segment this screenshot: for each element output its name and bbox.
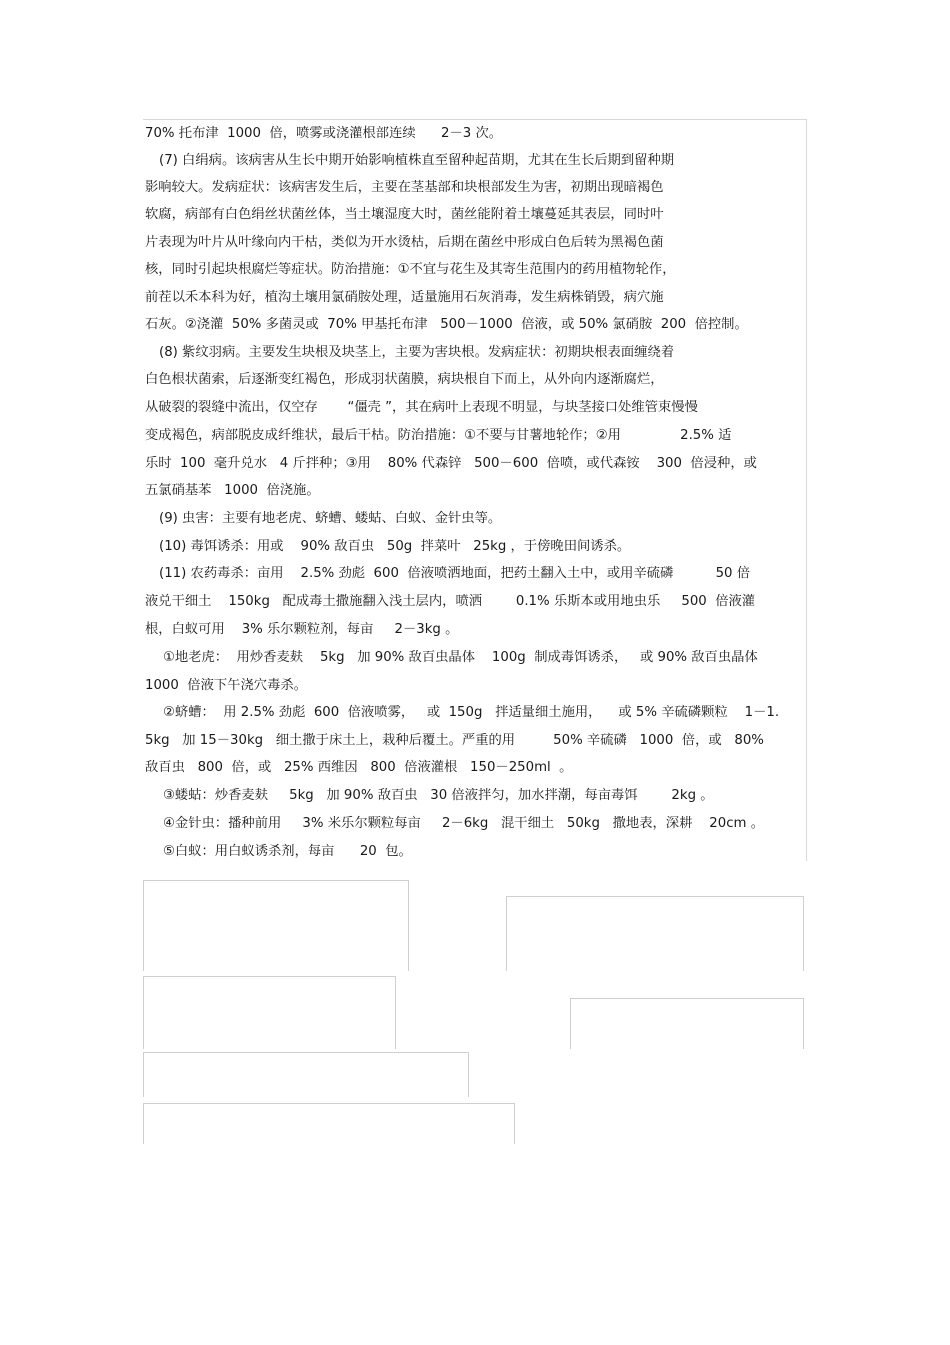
text-line: 前茬以禾本科为好，植沟土壤用氯硝胺处理，适量施用石灰消毒，发生病株销毁，病穴施 (145, 290, 664, 305)
text-line: 液兑干细土 150kg 配成毒土撒施翻入浅土层内，喷洒 0.1% 乐斯本或用地虫乐 500 倍液灌 (145, 594, 756, 609)
text-line: ②蛴螬： 用 2.5% 劲彪 600 倍液喷雾， 或 150g 拌适量细土施用， 或 5% 辛硫磷颗粒 1－1. (163, 705, 780, 720)
text-line: 影响较大。发病症状：该病害发生后，主要在茎基部和块根部发生为害，初期出现暗褐色 (145, 180, 664, 195)
text-line: 5kg 加 15－30kg 细土撒于床土上，栽种后覆土。严重的用 50% 辛硫磷 1000 倍，或 80% (145, 733, 764, 748)
text-line: (8) 紫纹羽病。主要发生块根及块茎上，主要为害块根。发病症状：初期块根表面缠绕着 (159, 345, 675, 360)
text-line: 变成褐色，病部脱皮成纤维状，最后干枯。防治措施：①不要与甘薯地轮作；②用 2.5% 适 (145, 428, 732, 443)
text-line: 核，同时引起块根腐烂等症状。防治措施：①不宜与花生及其寄生范围内的药用植物轮作， (145, 262, 676, 277)
empty-frame (143, 976, 396, 1049)
empty-frame (143, 880, 409, 971)
text-line: (11) 农药毒杀：亩用 2.5% 劲彪 600 倍液喷洒地面，把药土翻入土中，或用辛硫磷 50 倍 (159, 566, 751, 581)
text-line: 白色根状菌索，后逐渐变红褐色，形成羽状菌膜，病块根自下而上，从外向内逐渐腐烂， (145, 372, 664, 387)
text-line: 软腐，病部有白色绢丝状菌丝体，当土壤湿度大时，菌丝能附着土壤蔓延其表层，同时叶 (145, 207, 664, 222)
text-line: ①地老虎： 用炒香麦麸 5kg 加 90% 敌百虫晶体 100g 制成毒饵诱杀， 或 90% 敌百虫晶体 (163, 650, 758, 665)
text-line: 1000 倍液下午浇穴毒杀。 (145, 678, 307, 693)
empty-frame (570, 998, 804, 1049)
text-line: 敌百虫 800 倍，或 25% 西维因 800 倍液灌根 150－250ml 。 (145, 760, 573, 775)
text-line: ⑤白蚁：用白蚁诱杀剂，每亩 20 包。 (163, 844, 412, 859)
text-line: 根，白蚁可用 3% 乐尔颗粒剂，每亩 2－3kg 。 (145, 622, 459, 637)
text-line: 乐时 100 毫升兑水 4 斤拌种；③用 80% 代森锌 500－600 倍喷，或代森铵 300 倍浸种，或 (145, 456, 757, 471)
text-line: (10) 毒饵诱杀：用或 90% 敌百虫 50g 拌菜叶 25kg ，于傍晚田间诱杀。 (159, 539, 631, 554)
empty-frame (506, 896, 804, 971)
text-line: 从破裂的裂缝中流出，仅空存 “僵壳 ”，其在病叶上表现不明显，与块茎接口处维管束慢慢 (145, 400, 698, 415)
text-line: 五氯硝基苯 1000 倍浇施。 (145, 483, 320, 498)
text-line: (7) 白绢病。该病害从生长中期开始影响植株直至留种起苗期，尤其在生长后期到留种期 (159, 153, 675, 168)
text-line: 片表现为叶片从叶缘向内干枯，类似为开水烫枯，后期在菌丝中形成白色后转为黑褐色菌 (145, 235, 664, 250)
empty-frame (143, 1052, 469, 1097)
text-line: 70% 托布津 1000 倍，喷雾或浇灌根部连续 2－3 次。 (145, 126, 503, 141)
text-line: ③蝼蛄：炒香麦麸 5kg 加 90% 敌百虫 30 倍液拌匀，加水拌潮，每亩毒饵 2kg 。 (163, 788, 714, 803)
empty-frame (143, 1103, 515, 1144)
text-line: 石灰。②浇灌 50% 多菌灵或 70% 甲基托布津 500－1000 倍液，或 50% 氯硝胺 200 倍控制。 (145, 317, 748, 332)
text-line: ④金针虫：播种前用 3% 米乐尔颗粒每亩 2－6kg 混干细土 50kg 撒地表，深耕 20cm 。 (163, 816, 765, 831)
text-line: (9) 虫害：主要有地老虎、蛴螬、蝼蛄、白蚁、金针虫等。 (159, 511, 502, 526)
